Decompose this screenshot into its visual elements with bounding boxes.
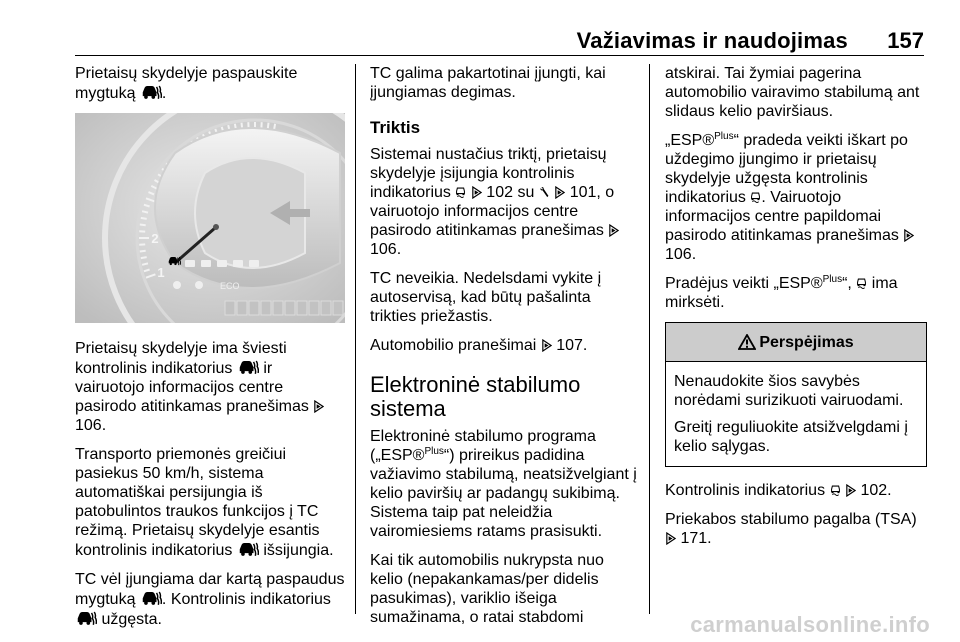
text: Pradėjus veikti „ESP® bbox=[665, 275, 823, 292]
paragraph bbox=[370, 427, 640, 541]
fuel-segment bbox=[297, 301, 307, 315]
traction-control-car-icon bbox=[75, 609, 97, 626]
traction-control-car-icon bbox=[237, 358, 259, 375]
warning-triangle-icon bbox=[738, 334, 756, 350]
text: TC vėl įjungiama dar kartą paspaudus mygtuką bbox=[75, 571, 345, 608]
page-reference-triangle-icon bbox=[608, 224, 619, 237]
text: “) prireikus padidina važiavimo stabilumą, neatsižvelgiant į kelio paviršių ar padangų sukibimą. Sistema taip pat neleidžia vairomiesiems ratams prasisukti. bbox=[370, 447, 637, 540]
gauge-tick bbox=[268, 123, 269, 129]
paragraph bbox=[665, 274, 927, 312]
text: Prietaisų skydelyje paspauskite mygtuką bbox=[75, 65, 298, 102]
fuel-segment bbox=[333, 301, 343, 315]
text: Sistemai nustačius triktį, prietaisų skydelyje įsijungia kontrolinis indikatorius bbox=[370, 146, 607, 201]
paragraph bbox=[370, 336, 640, 355]
superscript: Plus bbox=[424, 446, 444, 457]
text: Priekabos stabilumo pagalba (TSA) bbox=[665, 511, 917, 528]
watermark: carmanualsonline.info bbox=[690, 612, 930, 637]
text: 101, o vairuotojo informacijos centre pasirodo atitinkamas pranešimas bbox=[370, 184, 615, 239]
page-reference: 171. bbox=[680, 530, 712, 547]
text: “ pradeda veikti iškart po uždegimo įjungimo ir prietaisų skydelyje užgęsta kontrolinis indikatorius bbox=[665, 132, 908, 206]
text: Elektroninė stabilumo programa („ESP® bbox=[370, 428, 596, 464]
subheading-fault: Triktis bbox=[370, 118, 421, 137]
superscript: Plus bbox=[714, 131, 734, 142]
gauge-tick bbox=[141, 218, 147, 219]
paragraph: atskirai. Tai žymiai pagerina automobilio vairavimo stabilumą ant slidaus kelio paviršiaus. bbox=[665, 65, 920, 120]
page-reference: 102. bbox=[860, 482, 892, 499]
page-reference-triangle-icon bbox=[554, 186, 565, 199]
text: ir vairuotojo informacijos centre pasirodo atitinkamas pranešimas bbox=[75, 360, 309, 415]
page-reference: 106. bbox=[370, 241, 402, 258]
traction-control-car-icon bbox=[140, 589, 162, 606]
instrument-cluster-image bbox=[75, 113, 345, 323]
traction-control-car-icon bbox=[140, 83, 162, 100]
esp-car-skid-icon bbox=[830, 483, 841, 497]
section-heading-esp: Elektroninė stabilumo sistema bbox=[370, 372, 581, 421]
fuel-segment bbox=[321, 301, 331, 315]
paragraph bbox=[665, 510, 927, 548]
warning-box bbox=[665, 322, 927, 467]
esp-car-skid-icon bbox=[856, 276, 867, 290]
column-3 bbox=[665, 64, 927, 558]
page-reference-triangle-icon bbox=[845, 484, 856, 497]
page-reference: 107. bbox=[556, 337, 588, 354]
gauge-tick bbox=[141, 257, 147, 258]
page-reference: 102 su bbox=[486, 184, 535, 201]
paragraph bbox=[665, 131, 927, 264]
paragraph: TC galima pakartotinai įjungti, kai įjungiamas degimas. bbox=[370, 65, 606, 101]
fuel-segment bbox=[261, 301, 271, 315]
paragraph bbox=[75, 339, 345, 435]
page-reference-triangle-icon bbox=[541, 339, 552, 352]
warning-text: Nenaudokite šios savybės norėdami surizikuoti vairuodami. bbox=[674, 373, 904, 409]
page-reference: 106. bbox=[665, 246, 697, 263]
text: Transporto priemonės greičiui pasiekus 50 km/h, sistema automatiškai persijungia iš patobulintos traukos funkcijos į TC režimą. Prietaisų skydelyje esantis kontrolinis indikatorius bbox=[75, 446, 320, 559]
text: išsijungia. bbox=[263, 542, 334, 559]
tachometer-illustration bbox=[75, 113, 345, 323]
fuel-segment bbox=[225, 301, 235, 315]
page-reference-triangle-icon bbox=[313, 400, 324, 413]
page-header bbox=[0, 0, 960, 53]
paragraph: TC neveikia. Nedelsdami vykite į autoservisą, kad būtų pašalinta trikties priežastis. bbox=[370, 270, 602, 325]
gauge-number: 1 bbox=[157, 265, 165, 281]
gauge-tick bbox=[142, 263, 148, 264]
text: . Vairuotojo informacijos centre papildomai pasirodo atitinkamas pranešimas bbox=[665, 189, 899, 244]
paragraph bbox=[75, 445, 345, 560]
fuel-segment bbox=[285, 301, 295, 315]
text: užgęsta. bbox=[101, 611, 162, 628]
warning-text: Greitį reguliuokite atsižvelgdami į kelio sąlygas. bbox=[674, 419, 908, 455]
paragraph: Kai tik automobilis nukrypsta nuo kelio (nepakankamas/per didelis pasukimas), variklio išeiga sumažinama, o ratai stabdomi bbox=[370, 552, 604, 626]
paragraph bbox=[665, 481, 927, 500]
warning-header bbox=[666, 323, 926, 362]
page-number: 157 bbox=[887, 28, 924, 53]
warning-body bbox=[666, 362, 926, 466]
text: . bbox=[161, 85, 167, 102]
header-rule bbox=[75, 55, 924, 56]
paragraph bbox=[370, 145, 640, 259]
gauge-tick bbox=[140, 251, 146, 252]
fuel-segment bbox=[237, 301, 247, 315]
esp-car-skid-icon bbox=[455, 185, 466, 199]
text: ima mirksėti. bbox=[665, 275, 898, 311]
text: Automobilio pranešimai bbox=[370, 337, 537, 354]
paragraph bbox=[75, 570, 345, 629]
text: “, bbox=[842, 275, 852, 292]
text: . Kontrolinis indikatorius bbox=[161, 591, 331, 608]
column-divider-2 bbox=[649, 64, 650, 614]
warning-title: Perspėjimas bbox=[759, 333, 854, 351]
page-reference-triangle-icon bbox=[471, 186, 482, 199]
eco-label: ECO bbox=[220, 281, 240, 291]
text: Kontrolinis indikatorius bbox=[665, 482, 826, 499]
text: Prietaisų skydelyje ima šviesti kontrolinis indikatorius bbox=[75, 340, 287, 377]
esp-car-skid-icon bbox=[750, 190, 761, 204]
fuel-segment bbox=[273, 301, 283, 315]
page-reference: 106. bbox=[75, 417, 107, 434]
fuel-segment bbox=[309, 301, 319, 315]
chapter-title: Važiavimas ir naudojimas bbox=[576, 28, 848, 53]
page-reference-triangle-icon bbox=[903, 229, 914, 242]
gauge-tick bbox=[142, 211, 148, 212]
column-1 bbox=[75, 64, 345, 639]
traction-control-car-icon bbox=[237, 540, 259, 557]
page-reference-triangle-icon bbox=[665, 532, 676, 545]
service-wrench-icon bbox=[539, 185, 550, 199]
column-2 bbox=[370, 64, 640, 637]
text: „ESP® bbox=[665, 132, 715, 149]
paragraph bbox=[75, 64, 345, 103]
superscript: Plus bbox=[822, 274, 843, 285]
column-divider-1 bbox=[355, 64, 356, 614]
fuel-segment bbox=[249, 301, 259, 315]
gauge-number: 2 bbox=[151, 231, 159, 246]
gauge-tick bbox=[140, 225, 146, 226]
